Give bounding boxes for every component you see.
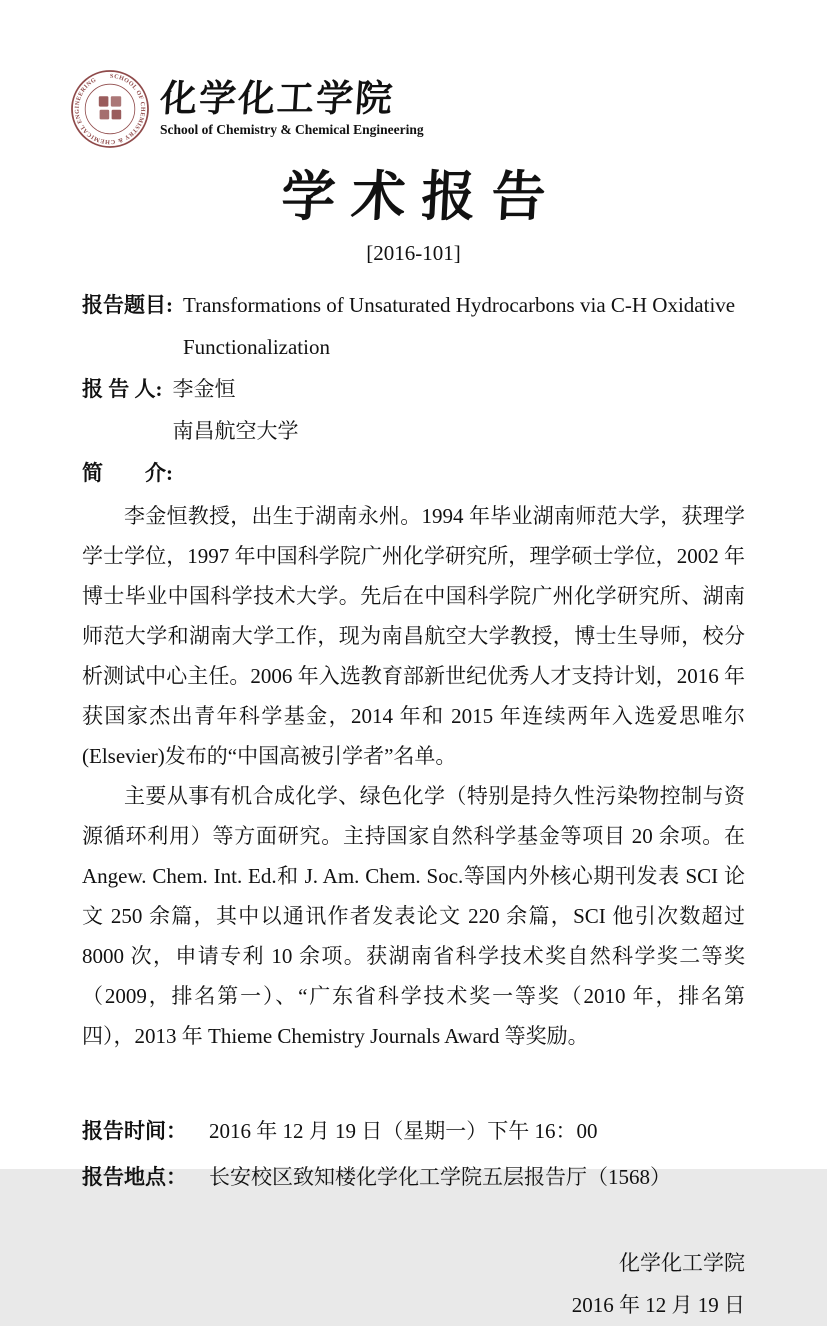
signature-block [82,1242,745,1326]
speaker-name: 李金恒 [172,377,236,401]
speaker-label: 报 告 人: [82,377,163,401]
signature-date: 2016 年 12 月 19 日 [571,1293,745,1317]
college-name-en: School of Chemistry & Chemical Engineering [160,122,424,137]
report-schedule [82,1108,745,1200]
letterhead [70,68,745,150]
college-names [160,80,424,138]
topic-label: 报告题目: [82,293,173,317]
bio-paragraph-2: 主要从事有机合成化学、绿色化学（特别是持久性污染物控制与资源循环利用）等方面研究。主持国家自然科学基金等项目 20 余项。在 Angew. Chem. Int. Ed.和 J. Am. Chem. Soc.等国内外核心期刊发表 SCI 论文 250 余篇，其中以通讯作者发表论文 220 余篇，SCI 他引次数超过 8000 次，申请专利 10 余项。获湖南省科学技术奖自然科学奖二等奖（2009，排名第一）、“广东省科学技术奖一等奖（2010 年，排名第四），2013 年 Thieme Chemistry Journals Award 等奖励。 [82,784,745,1048]
topic-value [183,284,745,368]
school-seal-icon [70,69,150,149]
topic-row [82,284,745,368]
page-title: 学术报告 [279,167,564,227]
seal-ring-text: SCHOOL OF CHEMISTRY & CHEMICAL ENGINEERING [74,73,146,145]
speaker-row [82,368,745,452]
intro-label-row [82,452,745,494]
seal-graphic [70,69,150,149]
speaker-value [173,368,746,452]
time-row [82,1108,745,1154]
topic-line2: Functionalization [183,335,330,359]
seal-center-mark [99,96,121,119]
venue-row [82,1154,745,1200]
bio-paragraph-1: 李金恒教授，出生于湖南永州。1994 年毕业湖南师范大学，获理学学士学位，1997 年中国科学院广州化学研究所，理学硕士学位，2002 年博士毕业中国科学技术大学。先后在中国科学院广州化学研究所、湖南师范大学和湖南大学工作，现为南昌航空大学教授，博士生导师，校分析测试中心主任。2006 年入选教育部新世纪优秀人才支持计划，2016 年获国家杰出青年科学基金，2014 年和 2015 年连续两年入选爱思唯尔(Elsevier)发布的“中国高被引学者”名单。 [82,504,745,768]
college-name-zh: 化学化工学院 [158,79,396,120]
time-label: 报告时间： [82,1119,187,1143]
topic-line1: Transformations of Unsaturated Hydrocarbons via C-H Oxidative [183,293,736,317]
report-meta [82,284,745,494]
signature-college: 化学化工学院 [619,1251,745,1275]
speaker-affiliation: 南昌航空大学 [172,419,299,443]
venue-value: 长安校区致知楼化学化工学院五层报告厅（1568） [209,1165,671,1189]
venue-label: 报告地点： [82,1165,187,1189]
time-value: 2016 年 12 月 19 日（星期一）下午 16：00 [209,1119,598,1143]
intro-label: 简 介: [82,461,173,485]
speaker-bio [82,496,745,1056]
report-number: [2016-101] [366,241,461,265]
